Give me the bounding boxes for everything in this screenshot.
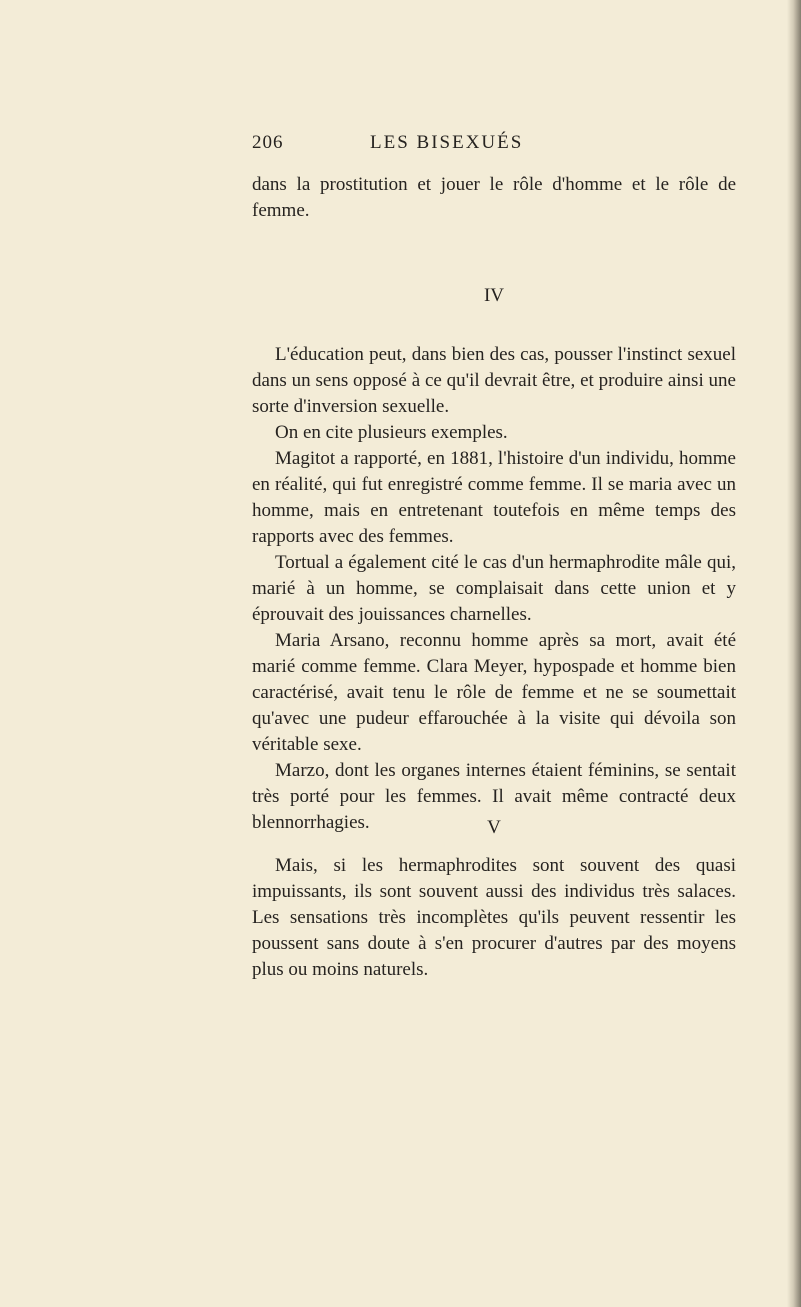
section-iv-text — [252, 342, 736, 836]
paragraph: Magitot a rapporté, en 1881, l'histoire d'un individu, homme en réalité, qui fut enregistré comme femme. Il se maria avec un homme, mais en entretenant toutefois en même temps des rapports avec des femmes. — [252, 448, 736, 547]
paragraph: Maria Arsano, reconnu homme après sa mort, avait été marié comme femme. Clara Meyer, hypospade et homme bien caractérisé, avait tenu le rôle de femme et ne se soumettait qu'avec une pudeur effarouchée à la visite qui dévoila son véritable sexe. — [252, 630, 736, 755]
continuation-text — [252, 172, 736, 224]
running-title: LES BISEXUÉS — [370, 132, 524, 153]
paragraph: Marzo, dont les organes internes étaient féminins, se sentait très porté pour les femmes. Il avait même contracté deux blennorrhagies. — [252, 760, 736, 833]
paragraph: On en cite plusieurs exemples. — [275, 422, 508, 443]
paragraph: L'éducation peut, dans bien des cas, pousser l'instinct sexuel dans un sens opposé à ce qu'il devrait être, et produire ainsi une sorte d'inversion sexuelle. — [252, 344, 736, 417]
page-number: 206 — [252, 132, 284, 153]
section-v-text — [252, 853, 736, 983]
paragraph: Mais, si les hermaphrodites sont souvent des quasi impuissants, ils sont souvent aussi des individus très salaces. Les sensations très incomplètes qu'ils peuvent ressentir les poussent sans doute à s'en procurer d'autres par des moyens plus ou moins naturels. — [252, 855, 736, 980]
section-numeral-iv: IV — [483, 285, 505, 306]
paragraph: Tortual a également cité le cas d'un hermaphrodite mâle qui, marié à un homme, se complaisait dans cette union et y éprouvait des jouissances charnelles. — [252, 552, 736, 625]
section-numeral-v: V — [487, 817, 501, 838]
paragraph: dans la prostitution et jouer le rôle d'homme et le rôle de femme. — [252, 174, 736, 221]
page-header — [252, 132, 652, 156]
page-edge-shadow — [787, 0, 801, 1307]
